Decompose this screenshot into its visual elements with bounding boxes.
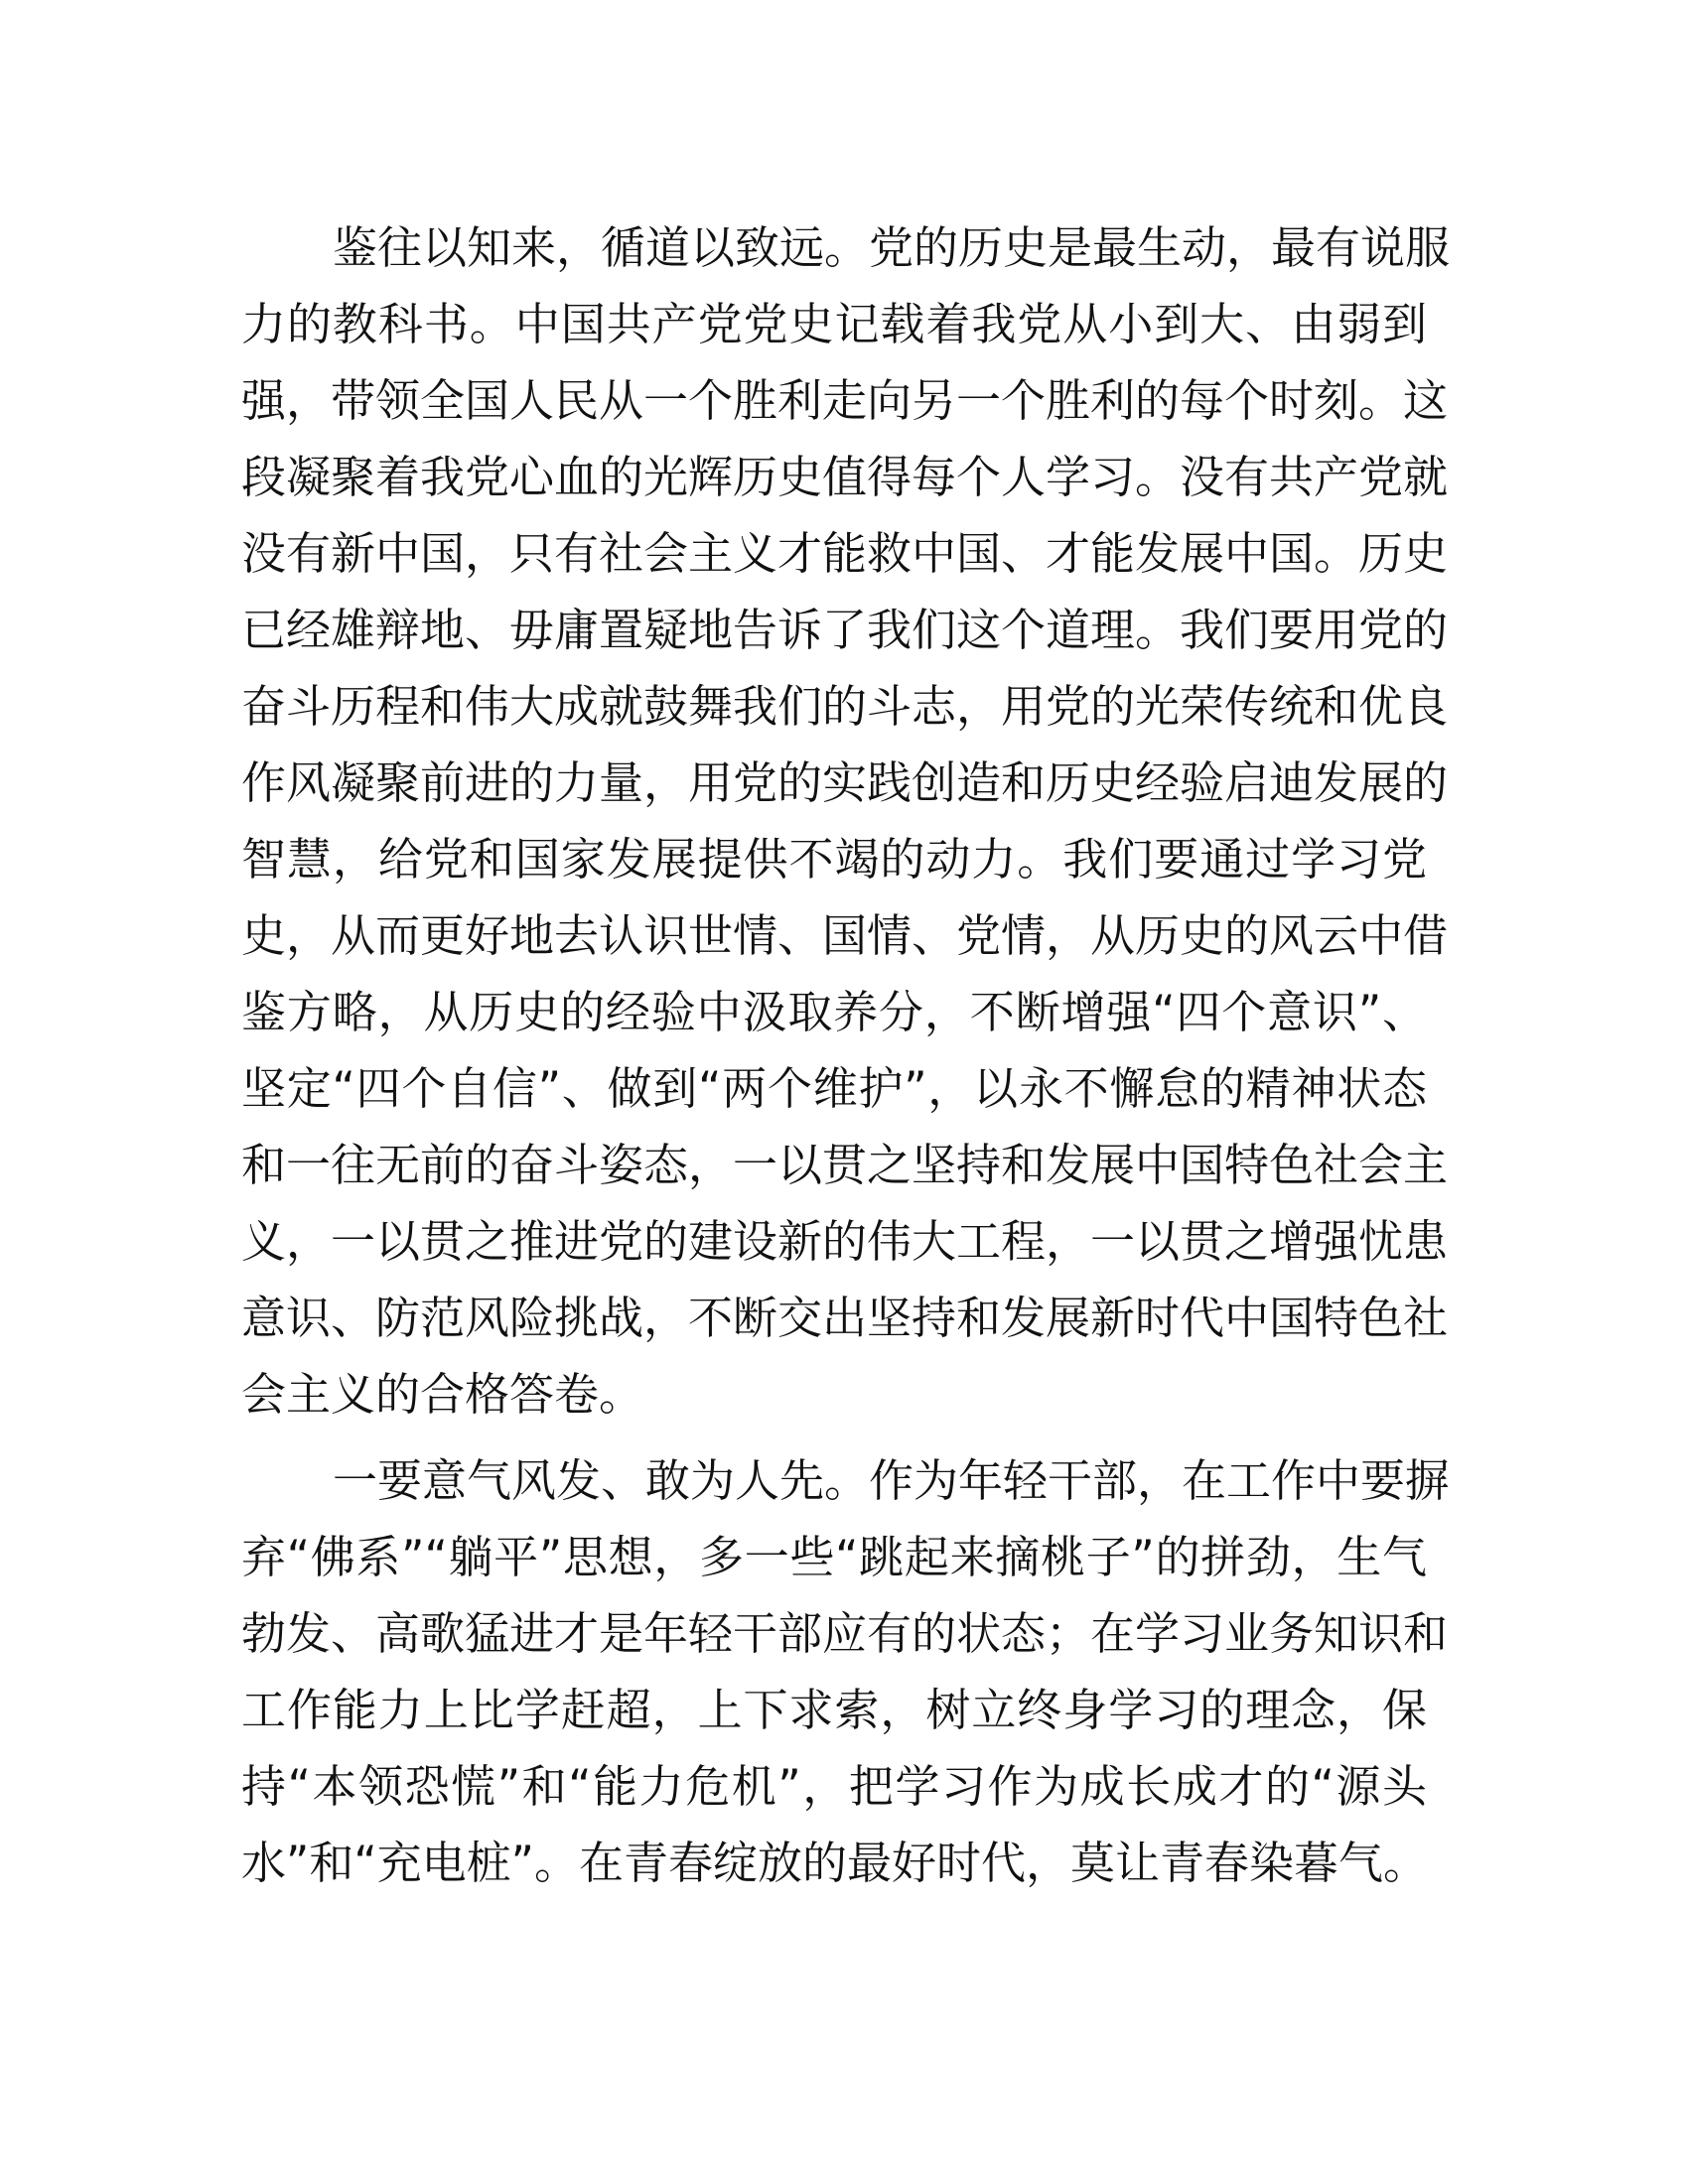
text-line: 义，一以贯之推进党的建设新的伟大工程，一以贯之增强忧患 <box>241 1215 1449 1268</box>
text-line: 鉴往以知来，循道以致远。党的历史是最生动，最有说服 <box>333 221 1451 274</box>
text-line: 勃发、高歌猛进才是年轻干部应有的状态；在学习业务知识和 <box>241 1607 1449 1660</box>
text-line: 奋斗历程和伟大成就鼓舞我们的斗志，用党的光荣传统和优良 <box>241 680 1449 733</box>
text-line: 没有新中国，只有社会主义才能救中国、才能发展中国。历史 <box>241 527 1449 580</box>
text-line: 会主义的合格答卷。 <box>241 1368 644 1421</box>
text-line: 段凝聚着我党心血的光辉历史值得每个人学习。没有共产党就 <box>241 451 1449 503</box>
text-line: 史，从而更好地去认识世情、国情、党情，从历史的风云中借 <box>241 909 1449 962</box>
text-line: 水”和“充电桩”。在青春绽放的最好时代，莫让青春染暮气。 <box>241 1837 1428 1889</box>
text-line: 智慧，给党和国家发展提供不竭的动力。我们要通过学习党 <box>241 833 1427 886</box>
paragraph <box>241 1454 1451 1913</box>
document-page <box>241 221 1451 1913</box>
text-line: 鉴方略，从历史的经验中汲取养分，不断增强“四个意识”、 <box>241 986 1427 1038</box>
text-line: 一要意气风发、敢为人先。作为年轻干部，在工作中要摒 <box>333 1454 1451 1507</box>
text-line: 和一往无前的奋斗姿态，一以贯之坚持和发展中国特色社会主 <box>241 1139 1449 1191</box>
text-line: 意识、防范风险挑战，不断交出坚持和发展新时代中国特色社 <box>241 1292 1449 1344</box>
text-line: 强，带领全国人民从一个胜利走向另一个胜利的每个时刻。这 <box>241 374 1449 427</box>
text-line: 坚定“四个自信”、做到“两个维护”，以永不懈怠的精神状态 <box>241 1062 1427 1115</box>
text-line: 持“本领恐慌”和“能力危机”，把学习作为成长成才的“源头 <box>241 1760 1427 1813</box>
text-line: 工作能力上比学赶超，上下求索，树立终身学习的理念，保 <box>241 1684 1427 1736</box>
text-line: 已经雄辩地、毋庸置疑地告诉了我们这个道理。我们要用党的 <box>241 604 1449 656</box>
text-line: 弃“佛系”“躺平”思想，多一些“跳起来摘桃子”的拼劲，生气 <box>241 1531 1427 1583</box>
paragraph <box>241 221 1451 1444</box>
text-line: 作风凝聚前进的力量，用党的实践创造和历史经验启迪发展的 <box>241 756 1449 809</box>
text-line: 力的教科书。中国共产党党史记载着我党从小到大、由弱到 <box>241 298 1427 350</box>
